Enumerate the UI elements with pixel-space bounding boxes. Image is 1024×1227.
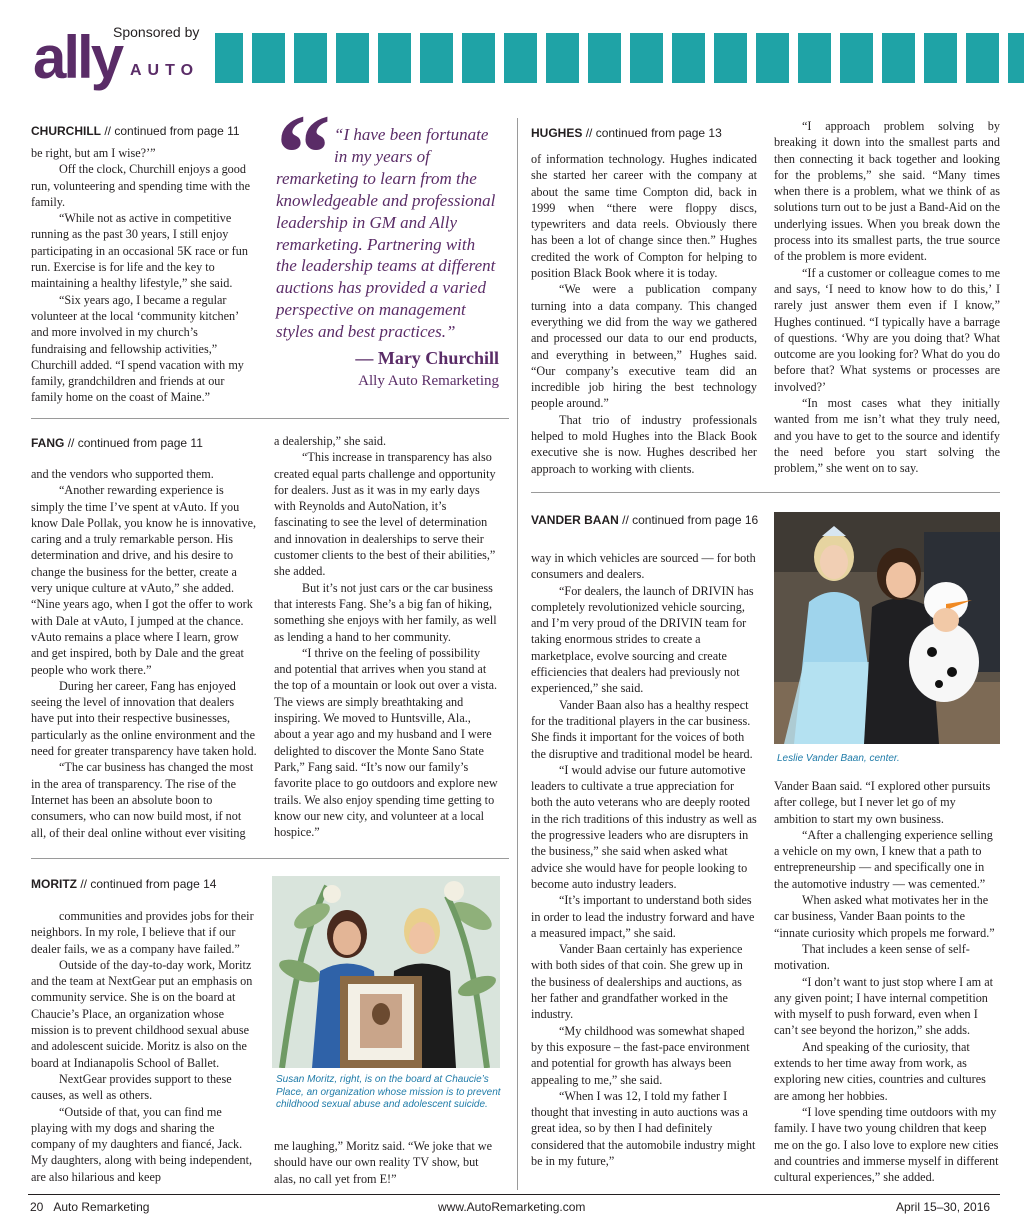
paragraph: “After a challenging experience selling a vehicle on my own, I knew that a path to entrepreneurship — and specifically one in the automotive industry — was cemented.”: [774, 827, 993, 891]
paragraph: Outside of the day-to-day work, Moritz and the team at NextGear put an emphasis on community service. She is on the board at Chaucie’s Place, an organization whose mission is to prevent childhood sexual abuse and adolescent suicide. Moritz is also on the board at Indianapolis School of Ballet.: [31, 957, 253, 1070]
paragraph: “Six years ago, I became a regular volunteer at the local ‘community kitchen’ and more involved in my church’s fundraising and fellowship activities,” Churchill added. “I spend vacation with my family, grandchildren and friends at our family home on the coast of Maine.”: [31, 292, 244, 405]
hughes-column-2: [774, 118, 1000, 477]
paragraph: “I love spending time outdoors with my family. I have two young children that keep me on the go. I also love to explore new cities and countries and immerse myself in different cultural experiences,” she added.: [774, 1104, 999, 1185]
paragraph: That includes a keen sense of self-motivation.: [774, 941, 970, 973]
hughes-name: HUGHES: [531, 126, 583, 140]
section-divider: [31, 858, 509, 859]
publication-name: Auto Remarketing: [53, 1200, 150, 1214]
paragraph: of information technology. Hughes indicated she started her career with the company at about the same time Compton did, back in 1999 when “there were floppy discs, typewriters and data reels. Obviously there has been a lot of change since then.” Hughes credited the work of Compton for helping to position Black Book where it is today.: [531, 152, 757, 281]
ally-logo: ally: [33, 24, 122, 91]
paragraph: “It’s important to understand both sides in order to lead the industry forward and have a measured impact,” she said.: [531, 893, 755, 940]
paragraph: a dealership,” she said.: [274, 434, 387, 448]
paragraph: “Another rewarding experience is simply the time I’ve spent at vAuto. If you know Dale Pollak, you know he is innovative, caring and a truly remarkable person. His determination and drive, and his desire to change the business for the better, create a very unique culture at vAuto,” she added. “Nine years ago, when I got the offer to work with Dale at vAuto, I jumped at the chance. vAuto remains a place where I learn, grow and get inspired, both by Dale and the great people who work there.”: [31, 483, 257, 677]
paragraph: Off the clock, Churchill enjoys a good run, volunteering and spending time with the family.: [31, 162, 250, 209]
section-divider: [31, 418, 509, 419]
vanderbaan-name: VANDER BAAN: [531, 513, 619, 527]
fang-name: FANG: [31, 436, 65, 450]
sponsor-banner: [0, 0, 1024, 100]
paragraph: “We were a publication company turning into a data company. This changed everything we did from the way we gathered and processed our data to our end products, and everything in between,” Hughes said. “Our company’s executive team did an incredible job hiring the best technology people around.”: [531, 282, 757, 411]
vanderbaan-photo-image: [774, 512, 1000, 744]
paragraph: Vander Baan said. “I explored other pursuits after college, but I never let go of my ambition to start my own business.: [774, 779, 991, 826]
issue-date: April 15–30, 2016: [896, 1200, 991, 1214]
vanderbaan-column-1: [531, 550, 757, 1169]
paragraph: And speaking of the curiosity, that extends to her time away from work, as exploring new cities, countries and cultures are among her hobbies.: [774, 1039, 986, 1103]
paragraph: “My childhood was somewhat shaped by this exposure – the fast-pace environment and potential for growth has always been appealing to me,” she said.: [531, 1023, 750, 1087]
pull-quote-first-line: “I have been fortunate: [334, 125, 489, 144]
churchill-header: [31, 124, 240, 138]
website-link[interactable]: www.AutoRemarketing.com: [438, 1200, 586, 1214]
paragraph: “While not as active in competitive running as the past 30 years, I still enjoy participating in an occasional 5K race or fun run. Exercise is for life and the key to maintaining a healthy lifestyle,” she said.: [31, 211, 248, 291]
column-rule: [517, 118, 518, 1190]
paragraph: “Outside of that, you can find me playing with my dogs and sharing the company of my daughters and fiancé, Jack. My daughters, along with being independent, are also hilarious and keep: [31, 1104, 253, 1184]
vanderbaan-column-2: [774, 778, 1000, 1185]
paragraph: “I don’t want to just stop where I am at any given point; I have internal competition with myself to push forward, even when I can’t see beyond the horizon,” she adds.: [774, 974, 994, 1038]
sponsor-box: [0, 0, 215, 100]
page-number: 20: [30, 1200, 44, 1214]
vanderbaan-header: [531, 513, 758, 527]
paragraph: “If a customer or colleague comes to me and says, ‘I need to know how to do this,’ I rarely just answer them even if I know,” Hughes continued. “I typically have a barrage of questions. ‘Why are you doing that? What outcome are you looking for? What do you do before that? What systems or processes are involved?’: [774, 265, 1000, 394]
ally-auto-logo-text: AUTO: [130, 62, 200, 79]
pull-quote-org: Ally Auto Remarketing: [358, 373, 499, 389]
paragraph: me laughing,” Moritz said. “We joke that we should have our own reality TV show, but alas, no call yet from E!”: [274, 1139, 492, 1186]
paragraph: and the vendors who supported them.: [31, 467, 214, 481]
section-divider: [531, 492, 1000, 493]
paragraph: When asked what motivates her in the car business, Vander Baan points to the “innate curiosity which propels me forward.”: [774, 893, 995, 940]
moritz-photo-image: [272, 876, 500, 1068]
churchill-continued: // continued from page 11: [104, 124, 240, 138]
paragraph: Vander Baan also has a healthy respect for the traditional players in the car business. She finds it important for the voices of both the disruptive and traditional model be heard.: [531, 697, 753, 761]
paragraph: “For dealers, the launch of DRIVIN has completely revolutionized vehicle sourcing, and I’m very proud of the DRIVIN team for taking enormous strides to create a marketplace, evolve sourcing and create efficiencies that dealers had previously not experienced,” she said.: [531, 583, 754, 696]
fang-continued: // continued from page 11: [67, 436, 203, 450]
paragraph: Vander Baan certainly has experience with both sides of that coin. She grew up in the business of dealerships and auctions, as her father and grandfather worked in the industry.: [531, 942, 743, 1022]
paragraph: communities and provides jobs for their neighbors. In my role, I believe that if our dealer fails, we as a company have failed.”: [31, 909, 254, 956]
paragraph: NextGear provides support to these causes, as well as others.: [31, 1071, 232, 1103]
moritz-photo: [272, 876, 500, 1068]
churchill-name: CHURCHILL: [31, 124, 101, 138]
vanderbaan-continued: // continued from page 16: [622, 513, 759, 527]
paragraph: “I thrive on the feeling of possibility and potential that arrives when you stand at the top of a mountain or look out over a vista. The views are simply breathtaking and inspiring. We moved to Huntsville, Ala., about a year ago and my husband and I were delighted to discover the Monte Sano State Park,” Fang said. “It’s now our family’s favorite place to go outdoors and explore new trails. We also enjoy spending time getting to know our new city, and volunteer at a local hospice.”: [274, 645, 498, 840]
pull-quote-author: — Mary Churchill: [355, 348, 499, 368]
hughes-column-1: [531, 151, 757, 477]
paragraph: be right, but am I wise?’”: [31, 146, 156, 160]
vanderbaan-photo-caption: Leslie Vander Baan, center.: [777, 753, 900, 764]
paragraph: “I approach problem solving by breaking it down into the smallest parts and then connecting it back together and looking for the problems,” she said. “Many times when there is a problem, what we think of as solutions turn out to be just a Band-Aid on the underlying issues. When you break down the process into its smallest parts, the true source of the problem is more evident.: [774, 119, 1000, 264]
sponsored-by-label: Sponsored by: [113, 24, 200, 40]
paragraph: But it’s not just cars or the car business that interests Fang. She’s a big fan of hiking, something she enjoys with her family, as well as lending a hand to her community.: [274, 580, 497, 644]
quote-mark-icon: “: [276, 92, 331, 214]
paragraph: That trio of industry professionals helped to mold Hughes into the Black Book executive she is now. Hughes described her approach to working with clients.: [531, 412, 757, 476]
paragraph: “This increase in transparency has also created equal parts challenge and opportunity for dealers. Just as it was in my early days with Reynolds and AutoNation, it’s fascinating to see the level of determination and innovation in dealerships to serve their customer clients to the best of their abilities,” she added.: [274, 450, 496, 579]
pull-quote-text: in my years of remarketing to learn from the knowledgeable and professional leadership in GM and Ally remarketing. Partnering with the leadership teams at different auctions has provided a varied perspective on management styles and best practices.”: [276, 146, 496, 342]
paragraph: “I would advise our future automotive leaders to cultivate a true appreciation for both the auto veterans who are deeply rooted in the rich traditions of this industry as well as the progressive leaders who are disrupters in the business,” she said when asked what advice she would have for people looking to become auto industry leaders.: [531, 762, 757, 891]
footer-rule: [28, 1194, 1000, 1195]
moritz-column-2: [274, 1138, 500, 1187]
pull-quote: [276, 124, 496, 343]
hughes-continued: // continued from page 13: [585, 126, 722, 140]
fang-column-2: [274, 433, 500, 840]
moritz-header: [31, 877, 216, 891]
paragraph: “When I was 12, I told my father I thought that investing in auto auctions was a great idea, so by then I had definitely considered that the automobile industry might be in my future,”: [531, 1088, 756, 1168]
hughes-header: [531, 126, 722, 140]
paragraph: During her career, Fang has enjoyed seeing the level of innovation that dealers have put into their respective businesses, particularly as the online environment and the need for greater transparency have taken hold.: [31, 678, 257, 759]
moritz-name: MORITZ: [31, 877, 77, 891]
moritz-continued: // continued from page 14: [80, 877, 217, 891]
paragraph: way in which vehicles are sourced — for both consumers and dealers.: [531, 551, 756, 582]
fang-header: [31, 436, 203, 450]
vanderbaan-photo: [774, 512, 1000, 744]
paragraph: “In most cases what they initially wanted from me isn’t what they truly need, and you have to get to the source and identify the need before you start solving the problem,” she went on to say.: [774, 396, 1000, 476]
moritz-photo-caption: Susan Moritz, right, is on the board at Chaucie’s Place, an organization whose mission is to prevent childhood sexual abuse and adolescent suicide.: [276, 1074, 501, 1110]
fang-column-1: [31, 466, 257, 841]
paragraph: “The car business has changed the most in the area of transparency. The rise of the Internet has been an absolute boon to consumers, who can now build most, if not all, of their deal online without ever visiting: [31, 760, 254, 840]
footer-left: [30, 1200, 149, 1214]
moritz-column-1: [31, 908, 257, 1185]
churchill-body: [31, 145, 255, 406]
